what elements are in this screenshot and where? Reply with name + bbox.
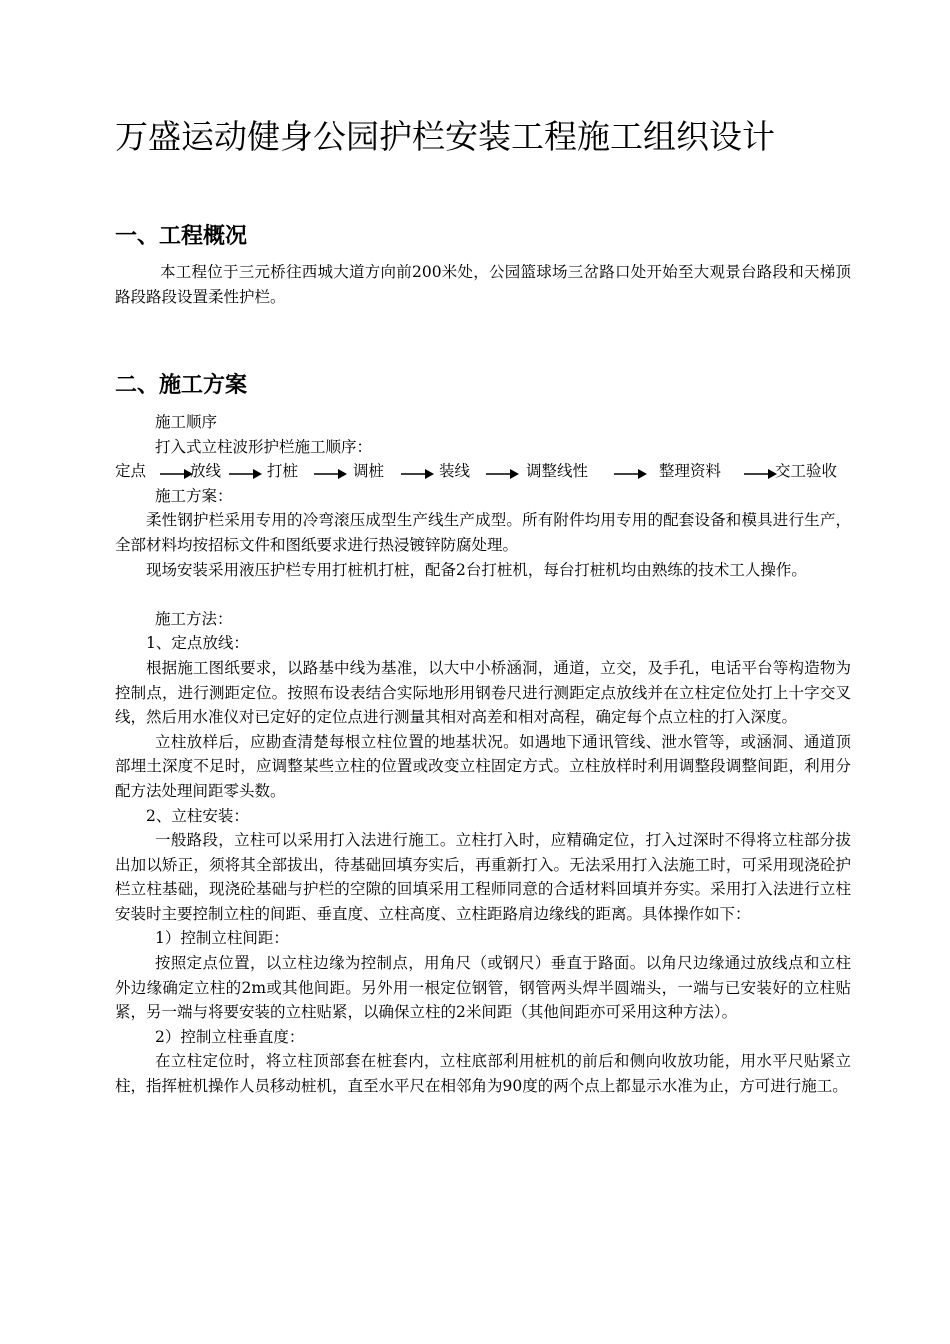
overview-body [115, 260, 851, 309]
method-paragraph: 根据施工图纸要求，以路基中线为基准，以大中小桥涵洞，通道，立交，及手孔，电话平台等构造物为控制点，进行测距定位。按照布设表结合实际地形用钢卷尺进行测距定点放线并在立柱定位处打上十字交叉线，然后用水准仪对已定好的定位点进行测量其相对高差和相对高程，确定每个点立柱的打入深度。 [115, 658, 851, 727]
spacer [115, 582, 851, 607]
plan-label: 施工方案： [155, 486, 233, 505]
section-heading-plan: 二、施工方案 [115, 373, 248, 398]
method-paragraph: 一般路段，立柱可以采用打入法进行施工。立柱打入时，应精确定位，打入过深时不得将立柱部分拔出加以矫正，须将其全部拔出，待基础回填夯实后，再重新打入。无法采用打入法施工时，可采用现浇砼护栏立柱基础，现浇砼基础与护栏的空隙的回填采用工程师同意的合适材料回填并夯实。采用打入法进行立柱安装时主要控制立柱的间距、垂直度、立柱高度、立柱距路肩边缘线的距离。具体操作如下： [115, 831, 851, 923]
arrow-right-icon [613, 459, 647, 481]
flow-step: 整理资料 [659, 462, 722, 481]
flow-step: 定点 [115, 462, 147, 481]
section-heading-overview: 一、工程概况 [115, 224, 248, 249]
method-paragraph: 在立柱定位时，将立柱顶部套在桩套内，立柱底部利用桩机的前后和侧向收放功能，用水平尺贴紧立柱，指挥桩机操作人员移动桩机，直至水平尺在相邻角为90度的两个点上都显示水准为止，方可进行施工。 [115, 1052, 851, 1096]
arrow-right-icon [743, 459, 777, 481]
method-subtitle: 2、立柱安装： [146, 806, 249, 825]
flow-step: 放线 [190, 462, 222, 481]
construction-flow [115, 459, 851, 484]
plan-paragraph: 现场安装采用液压护栏专用打桩机打桩，配备2台打桩机，每台打桩机均由熟练的技术工人操作。 [146, 560, 807, 579]
plan-body [115, 410, 851, 1099]
arrow-right-icon [313, 459, 347, 481]
arrow-right-icon [485, 459, 519, 481]
method-subtitle: 1）控制立柱间距： [155, 929, 289, 948]
method-paragraph: 按照定点位置，以立柱边缘为控制点，用角尺（或钢尺）垂直于路面。以角尺边缘通过放线点和立柱外边缘确定立柱的2m或其他间距。另外用一根定位钢管，钢管两头焊半圆端头，一端与已安装好的立柱贴紧，另一端与将要安装的立柱贴紧，以确保立柱的2米间距（其他间距亦可采用这种方法）。 [115, 954, 851, 1022]
overview-paragraph: 本工程位于三元桥往西城大道方向前200米处，公园篮球场三岔路口处开始至大观景台路段和天梯顶路段路段设置柔性护栏。 [115, 263, 851, 306]
method-paragraph: 立柱放样后，应勘查清楚每根立柱位置的地基状况。如遇地下通讯管线、泄水管等，或涵洞、通道顶部埋土深度不足时，应调整某些立柱的位置或改变立柱固定方式。立柱放样时利用调整段调整间距，利用分配方法处理间距零头数。 [115, 732, 851, 800]
document-title: 万盛运动健身公园护栏安装工程施工组织设计 [115, 117, 775, 156]
sequence-label: 施工顺序 [155, 413, 218, 431]
flow-step: 交工验收 [775, 462, 838, 481]
flow-step: 打桩 [267, 462, 299, 481]
flow-step: 装线 [439, 462, 471, 481]
flow-step: 调桩 [353, 462, 385, 481]
sequence-description: 打入式立柱波形护栏施工顺序： [155, 437, 373, 456]
method-label: 施工方法： [155, 609, 233, 628]
method-subtitle: 1、定点放线： [146, 634, 249, 653]
plan-paragraph: 柔性钢护栏采用专用的冷弯滚压成型生产线生产成型。所有附件均用专用的配套设备和模具进行生产，全部材料均按招标文件和图纸要求进行热浸镀锌防腐处理。 [115, 511, 851, 554]
arrow-right-icon [159, 459, 193, 481]
flow-step: 调整线性 [526, 462, 589, 481]
arrow-right-icon [400, 459, 434, 481]
arrow-right-icon [228, 459, 262, 481]
method-subtitle: 2）控制立柱垂直度： [155, 1027, 305, 1046]
